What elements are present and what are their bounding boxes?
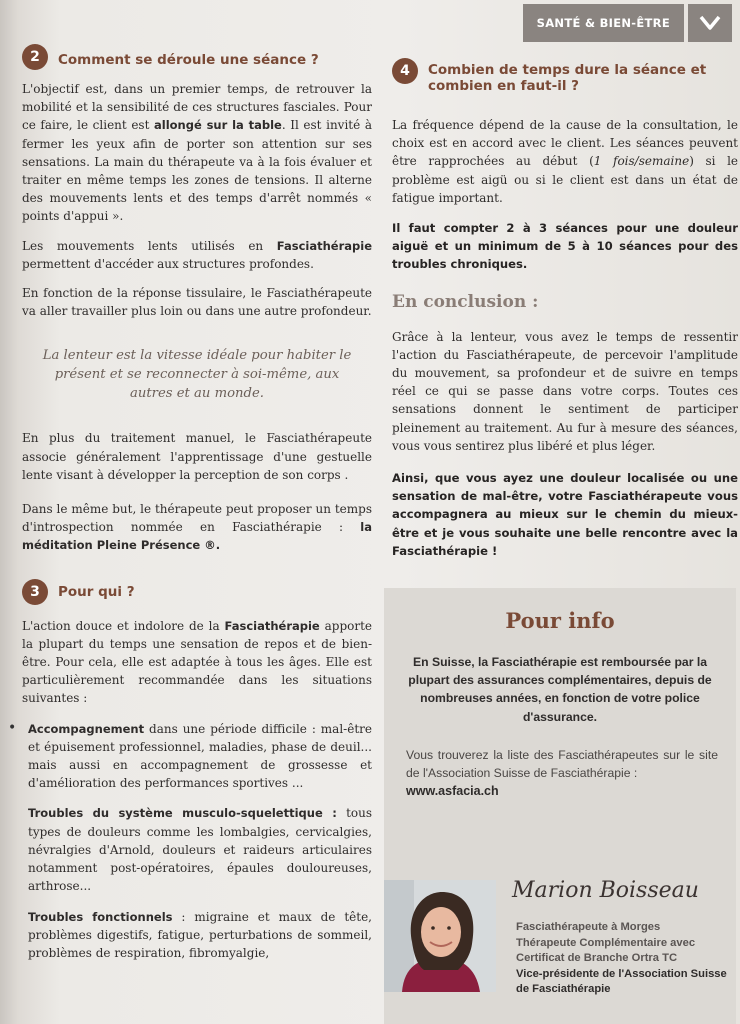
text: . Il est invité à fermer les yeux afin de porter son attention sur ses sensations. La main du thérapeute va à la fois évaluer et traiter en même temps les zones de tensions. Il alterne des mouvements lents et des temps d'arrêt nommés « points d'appui ».: [22, 118, 372, 224]
author-photo: [384, 880, 496, 992]
section-4-heading: [392, 58, 738, 94]
list-item: [28, 720, 372, 793]
paragraph: [22, 500, 372, 555]
list-item-text: [28, 908, 372, 963]
bold-text: Fasciathérapie: [224, 618, 320, 633]
list-item-text: [28, 804, 372, 895]
text: permettent d'accéder aux structures profondes.: [22, 256, 314, 271]
text: apporte la plupart du temps une sensation de repos et de bien-être. Pour cela, elle est adaptée à tous les âges. Elle est particulièrement recommandée dans les situations suivantes :: [22, 618, 373, 706]
italic-text: 1 fois/semaine: [593, 154, 690, 169]
paragraph: [22, 237, 372, 273]
section-number-badge: 3: [22, 579, 48, 605]
info-box: [384, 588, 736, 1024]
paragraph: En plus du traitement manuel, le Fasciathérapeute associe généralement l'apprentissage d'une gestuelle lente visant à développer la perception de son corps .: [22, 431, 372, 482]
right-column: [392, 58, 738, 560]
credit-line: Thérapeute Complémentaire avec Certificat de Branche Ortra TC: [516, 936, 696, 965]
paragraph: Grâce à la lenteur, vous avez le temps de ressentir l'action du Fasciathérapeute, de percevoir l'amplitude du mouvement, sa profondeur et de suivre en temps réel ce qui se passe dans votre corps. Toutes ces sensations donnent le sentiment de participer pleinement au traitement. Au fur à mesure des séances, vous vous sentirez plus libéré et plus léger.: [392, 329, 738, 453]
signature: Marion Boisseau: [512, 878, 699, 903]
bold-text: la méditation Pleine Présence ®.: [22, 520, 372, 553]
text: L'action douce et indolore de la: [22, 618, 225, 633]
text: Dans le même but, le thérapeute peut proposer un temps d'introspection nommée en Fasciathérapie :: [22, 502, 372, 535]
section-2-heading: [22, 44, 372, 70]
section-number-badge: 4: [392, 58, 418, 84]
bold-text: allongé sur la table: [154, 118, 282, 133]
section-title: Comment se déroule une séance ?: [58, 52, 319, 68]
conclusion-title: En conclusion :: [392, 291, 539, 312]
bold-text: Troubles fonctionnels: [28, 909, 173, 924]
text: : migraine et maux de tête, problèmes digestifs, fatigue, perturbations de sommeil, problèmes de respiration, fibromyalgie,: [28, 909, 372, 960]
info-paragraph: Vous trouverez la liste des Fasciathérapeutes sur le site de l'Association Suisse de Fasciathérapie :: [406, 747, 718, 781]
section-3-heading: [22, 579, 372, 605]
text: La fréquence dépend de la cause de la consultation, le choix est en accord avec le client. Les séances peuvent être rapprochées au début (: [392, 118, 738, 169]
paragraph: En fonction de la réponse tissulaire, le Fasciathérapeute va aller travailler plus loin ou dans une autre profondeur.: [22, 286, 372, 319]
section-title: Pour qui ?: [58, 583, 135, 600]
bold-text: Fasciathérapie: [276, 238, 372, 253]
paragraph-emphasis: Il faut compter 2 à 3 séances pour une douleur aiguë et un minimum de 5 à 10 séances pour des troubles chroniques.: [392, 221, 738, 272]
bold-text: Accompagnement: [28, 721, 145, 736]
paragraph: [392, 116, 738, 207]
credit-line: Vice-présidente de l'Association Suisse de Fasciathérapie: [516, 967, 727, 996]
list-item: [28, 804, 372, 895]
text: tous types de douleurs comme les lombalgies, cervicalgies, névralgies d'Arnold, douleurs et raideurs articulaires notamment post-opératoires, épaules douloureuses, arthrose...: [28, 806, 372, 894]
section-number-badge: 2: [22, 44, 48, 70]
text: dans une période difficile : mal-être et épuisement professionnel, maladies, phase de deuil... mais aussi en accompagnement de grossesse et d'amélioration des performances sportives ...: [28, 721, 372, 791]
list-item-text: [28, 720, 372, 793]
text: Les mouvements lents utilisés en: [22, 238, 277, 253]
chevron-down-icon: [688, 4, 732, 42]
list-item: [28, 908, 372, 963]
author-credits: [516, 920, 732, 998]
info-paragraph: En Suisse, la Fasciathérapie est remboursée par la plupart des assurances complémentaires, depuis de nombreuses années, en fonction de votre police d'assurance.: [408, 655, 712, 724]
paragraph-emphasis: Ainsi, que vous ayez une douleur localisée ou une sensation de mal-être, votre Fasciathérapeute vous accompagnera au mieux sur le chemin du mieux-être et je vous souhaite une belle rencontre avec la Fasciathérapie !: [392, 471, 738, 558]
left-column: [22, 44, 372, 962]
info-title: Pour info: [505, 608, 615, 633]
paragraph: [22, 80, 372, 226]
section-title: Combien de temps dure la séance et combien en faut-il ?: [428, 62, 707, 94]
text: L'objectif est, dans un premier temps, de retrouver la mobilité et la sensibilité de ces structures fasciales. Pour ce faire, le client est: [22, 82, 372, 133]
bold-text: Troubles du système musculo-squelettique :: [28, 806, 337, 821]
section-tag: SANTÉ & BIEN-ÊTRE: [523, 4, 684, 42]
text: ) si le problème est aigü ou si le client est dans un état de fatigue important.: [392, 154, 739, 205]
section-header: [523, 4, 732, 42]
pull-quote: La lenteur est la vitesse idéale pour habiter le présent et se reconnecter à soi-même, aux autres et au monde.: [42, 348, 352, 402]
recommendation-list: [22, 720, 372, 962]
website-link[interactable]: www.asfacia.ch: [406, 784, 499, 799]
paragraph: [22, 617, 372, 708]
credit-line: Fasciathérapeute à Morges: [516, 921, 661, 933]
